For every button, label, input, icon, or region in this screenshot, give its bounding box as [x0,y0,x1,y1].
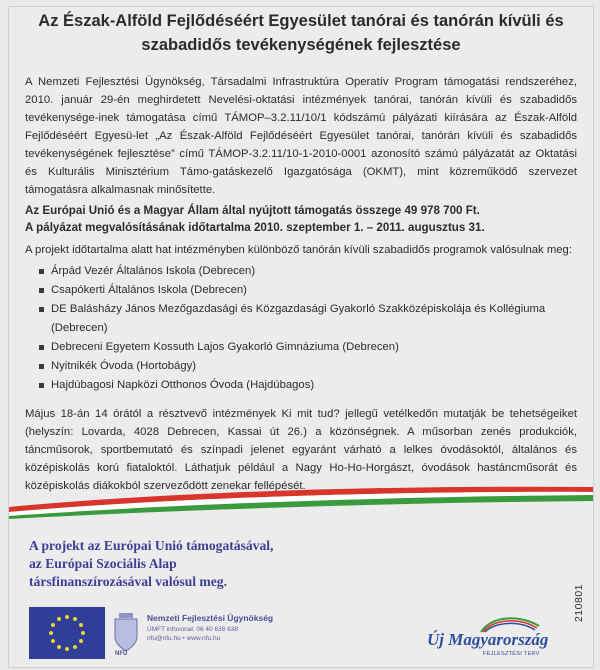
tricolor-ribbon [9,485,593,519]
uj-magyarorszag-logo [421,612,551,662]
um-wordmark: Új Magyarország [427,630,549,649]
list-item: Csapókerti Általános Iskola (Debrecen) [39,281,577,300]
square-bullet-icon [39,383,44,388]
square-bullet-icon [39,364,44,369]
list-item: Hajdúbagosi Napközi Otthonos Óvoda (Hajdúbagos) [39,376,577,395]
project-duration: A pályázat megvalósításának időtartalma 2010. szeptember 1. – 2011. augusztus 31. [25,221,485,234]
square-bullet-icon [39,288,44,293]
eu-funding-slogan: A projekt az Európai Unió támogatásával, az Európai Szociális Alap társfinanszírozásával valósul meg. [29,538,274,589]
funding-amount: Az Európai Unió és a Magyar Állam által nyújtott támogatás összege 49 978 700 Ft. [25,204,480,217]
nfu-abbr: NFÜ [115,651,128,657]
announcement-box [8,6,594,668]
um-subtitle: FEJLESZTÉSI TERV [483,651,540,657]
title-line-2: szabadidős tevékenységének fejlesztése [141,36,461,54]
announcement-body [25,73,577,495]
list-intro: A projekt időtartalma alatt hat intézményben különböző tanórán kívüli szabadidős programok valósulnak meg: [25,244,572,256]
announcement-title [9,7,593,57]
coat-of-arms-icon [109,611,143,655]
square-bullet-icon [39,269,44,274]
eu-flag-icon [29,607,105,659]
funding-summary [25,202,577,236]
ad-code: 210801 [573,583,585,623]
list-item: DE Balásházy János Mezőgazdasági és Közgazdasági Gyakorló Szakközépiskolája és Kollégiuma (Debrecen) [39,300,577,338]
institution-list [25,262,577,395]
list-item: Árpád Vezér Általános Iskola (Debrecen) [39,262,577,281]
square-bullet-icon [39,345,44,350]
list-item: Debreceni Egyetem Kossuth Lajos Gyakorló Gimnáziuma (Debrecen) [39,338,577,357]
square-bullet-icon [39,307,44,312]
nfu-name: Nemzeti Fejlesztési Ügynökség [147,613,274,623]
list-item: Nyitnikék Óvoda (Hortobágy) [39,357,577,376]
nfu-logo-block [109,611,329,661]
event-paragraph: Május 18-án 14 órától a résztvevő intézmények Ki mit tud? jellegű vetélkedőn mutatják be tehetségeiket (helyszín: Lovarda, 4028 Debrecen, Kassai út 26.) a közönségnek. A műsorban zenés produkciók, táncműsorok, sportbemutató és színpadi jelenet egyaránt várható a lelkes óvodásoktól, általános és középiskolás korú fiataloktól. Láthatjuk például a Nagy Ho-Ho-Horgászt, óvodások hastáncműsorát és középiskolás diákokból szerveződött zenekar fellépését. [25,408,577,492]
nfu-contact: ÚMFT infovonal: 06 40 638 638 nfu@nfu.hu • www.nfu.hu [147,626,238,642]
title-line-1: Az Észak-Alföld Fejlődéséért Egyesület tanórai és tanórán kívüli és [38,12,564,30]
intro-paragraph: A Nemzeti Fejlesztési Ügynökség, Társadalmi Infrastruktúra Operatív Program támogatási rendszeréhez, 2010. január 29-én meghirdetett Nevelési-oktatási intézmények tanórai, tanórán kívüli és szabadidős tevékenysége-inek támogatása című TÁMOP–3.2.11/10/1 kódszámú pályázati kiírására az Észak-Alföld Fejlődéséért Egyesü-let „Az Észak-Alföld Fejlődéséért Egyesület tanórai, tanórán kívüli és szabadidős tevékenységének fejlesztése” című TÁMOP-3.2.11/10-1-2010-0001 azonosító számú pályázatát az Oktatási és Kulturális Minisztérium Támo-gatáskezelő Igazgatósága (OKMT), mint közreműködő szervezet támogatásra alkalmasnak minősítette. [25,76,577,196]
